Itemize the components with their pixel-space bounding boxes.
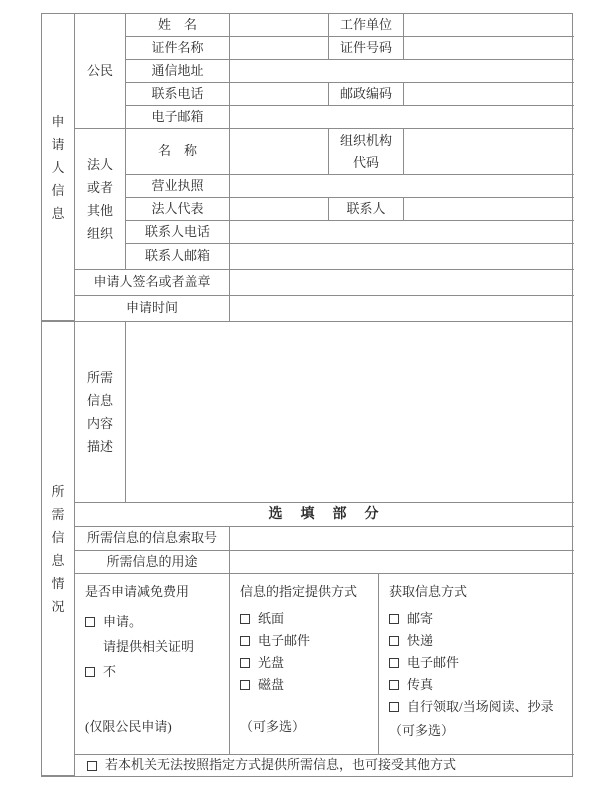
- field-org-name-value[interactable]: [230, 129, 329, 175]
- field-postal-code-value[interactable]: [404, 83, 574, 106]
- label-contact-phone: 联系人电话: [126, 221, 230, 244]
- option-label: 快递: [407, 633, 434, 648]
- side-label-char: 需: [51, 506, 65, 522]
- checkbox-icon[interactable]: [240, 680, 250, 690]
- option-mail[interactable]: [389, 612, 433, 626]
- checkbox-icon[interactable]: [85, 617, 95, 627]
- option-express[interactable]: [389, 634, 433, 648]
- checkbox-icon[interactable]: [87, 761, 97, 771]
- option-fax[interactable]: [389, 678, 433, 692]
- fee-waiver-title: 是否申请减免费用: [85, 584, 190, 599]
- field-contact-email-value[interactable]: [230, 244, 574, 270]
- option-cd[interactable]: [240, 656, 284, 670]
- checkbox-icon[interactable]: [389, 658, 399, 668]
- label-purpose: 所需信息的用途: [75, 551, 230, 574]
- side-label-char: 息: [51, 552, 65, 568]
- field-work-unit-value[interactable]: [404, 14, 574, 37]
- section-label-applicant-info: [42, 14, 75, 321]
- option-label: 自行领取/当场阅读、抄录: [407, 699, 554, 714]
- label-legal-representative: 法人代表: [126, 198, 230, 221]
- field-org-code-value[interactable]: [404, 129, 574, 175]
- label-info-description-line: 所需: [86, 370, 113, 385]
- label-org-code: [329, 129, 404, 175]
- label-contact-email: 联系人邮箱: [126, 244, 230, 270]
- delivery-method-column: [230, 574, 379, 755]
- label-work-unit: 工作单位: [329, 14, 404, 37]
- field-signature-value[interactable]: [230, 270, 574, 296]
- obtain-method-title: 获取信息方式: [389, 584, 468, 599]
- field-name-value[interactable]: [230, 14, 329, 37]
- label-apply-time: 申请时间: [75, 296, 230, 321]
- label-info-description-line: 描述: [86, 439, 113, 454]
- option-label: 邮寄: [407, 611, 434, 626]
- option-label: 电子邮件: [258, 633, 311, 648]
- field-purpose-value[interactable]: [230, 551, 574, 574]
- label-org-code-line: 代码: [352, 154, 379, 170]
- field-index-number-value[interactable]: [230, 527, 574, 551]
- field-phone-value[interactable]: [230, 83, 329, 106]
- side-label-char: 情: [51, 575, 65, 591]
- field-business-license-value[interactable]: [230, 175, 574, 198]
- checkbox-icon[interactable]: [240, 636, 250, 646]
- label-id-type: 证件名称: [126, 37, 230, 60]
- label-org-code-line: 组织机构: [339, 132, 392, 148]
- option-label: 纸面: [258, 611, 285, 626]
- field-contact-person-value[interactable]: [404, 198, 574, 221]
- label-info-description-line: 信息: [86, 393, 113, 408]
- checkbox-icon[interactable]: [389, 702, 399, 712]
- field-address-value[interactable]: [230, 60, 574, 83]
- side-label-char: 况: [51, 598, 65, 614]
- option-label: 不: [103, 664, 117, 679]
- checkbox-icon[interactable]: [85, 667, 95, 677]
- side-label-char: 申: [51, 113, 65, 129]
- multi-select-note: （可多选）: [389, 723, 455, 738]
- field-id-type-value[interactable]: [230, 37, 329, 60]
- field-id-number-value[interactable]: [404, 37, 574, 60]
- checkbox-icon[interactable]: [389, 680, 399, 690]
- group-label-line: 其他: [86, 203, 113, 218]
- checkbox-icon[interactable]: [389, 636, 399, 646]
- side-label-char: 息: [51, 205, 65, 221]
- option-self-pickup[interactable]: [389, 700, 554, 714]
- side-label-char: 请: [51, 136, 65, 152]
- citizen-only-note: (仅限公民申请): [85, 719, 172, 734]
- label-email: 电子邮箱: [126, 106, 230, 129]
- label-org-name: 名 称: [126, 129, 230, 175]
- option-label: 电子邮件: [407, 655, 460, 670]
- label-index-number: 所需信息的信息索取号: [75, 527, 230, 551]
- fee-waiver-apply-note: 请提供相关证明: [103, 639, 195, 654]
- label-phone: 联系电话: [126, 83, 230, 106]
- label-postal-code: 邮政编码: [329, 83, 404, 106]
- label-address: 通信地址: [126, 60, 230, 83]
- optional-section-header: 选 填 部 分: [75, 503, 574, 527]
- applicant-info-section: [41, 13, 573, 322]
- field-apply-time-value[interactable]: [230, 296, 574, 321]
- option-email-delivery[interactable]: [240, 634, 310, 648]
- option-label: 磁盘: [258, 677, 285, 692]
- group-label-line: 或者: [86, 180, 113, 195]
- option-fee-waiver-apply[interactable]: [85, 615, 142, 629]
- option-label: 传真: [407, 677, 434, 692]
- option-label: 光盘: [258, 655, 285, 670]
- required-info-section: [41, 321, 573, 777]
- side-label-char: 信: [51, 182, 65, 198]
- option-disk[interactable]: [240, 678, 284, 692]
- section-label-required-info: [42, 322, 75, 776]
- label-contact-person: 联系人: [329, 198, 404, 221]
- fallback-note-label: 若本机关无法按照指定方式提供所需信息，也可接受其他方式: [105, 757, 457, 773]
- group-label-organization: [75, 129, 126, 270]
- checkbox-icon[interactable]: [240, 658, 250, 668]
- side-label-char: 人: [51, 159, 65, 175]
- label-name: 姓 名: [126, 14, 230, 37]
- label-id-number: 证件号码: [329, 37, 404, 60]
- group-label-line: 组织: [86, 226, 113, 241]
- side-label-char: 所: [51, 483, 65, 499]
- option-email-obtain[interactable]: [389, 656, 459, 670]
- option-paper[interactable]: [240, 612, 284, 626]
- label-business-license: 营业执照: [126, 175, 230, 198]
- checkbox-icon[interactable]: [240, 614, 250, 624]
- delivery-method-title: 信息的指定提供方式: [240, 584, 358, 599]
- field-legal-representative-value[interactable]: [230, 198, 329, 221]
- multi-select-note: （可多选）: [240, 719, 306, 734]
- fee-waiver-column: [75, 574, 230, 755]
- group-label-citizen: 公民: [75, 14, 126, 129]
- option-label: 申请。: [103, 614, 143, 629]
- fallback-note-row: [75, 755, 574, 776]
- label-signature: 申请人签名或者盖章: [75, 270, 230, 296]
- side-label-char: 信: [51, 529, 65, 545]
- application-form-table: [41, 13, 573, 777]
- field-info-description-value[interactable]: [126, 322, 574, 503]
- field-email-value[interactable]: [230, 106, 574, 129]
- option-fee-waiver-no[interactable]: [85, 665, 116, 679]
- label-info-description: [75, 322, 126, 503]
- field-contact-phone-value[interactable]: [230, 221, 574, 244]
- label-info-description-line: 内容: [86, 416, 113, 431]
- obtain-method-column: [379, 574, 574, 755]
- group-label-line: 法人: [86, 157, 113, 172]
- checkbox-icon[interactable]: [389, 614, 399, 624]
